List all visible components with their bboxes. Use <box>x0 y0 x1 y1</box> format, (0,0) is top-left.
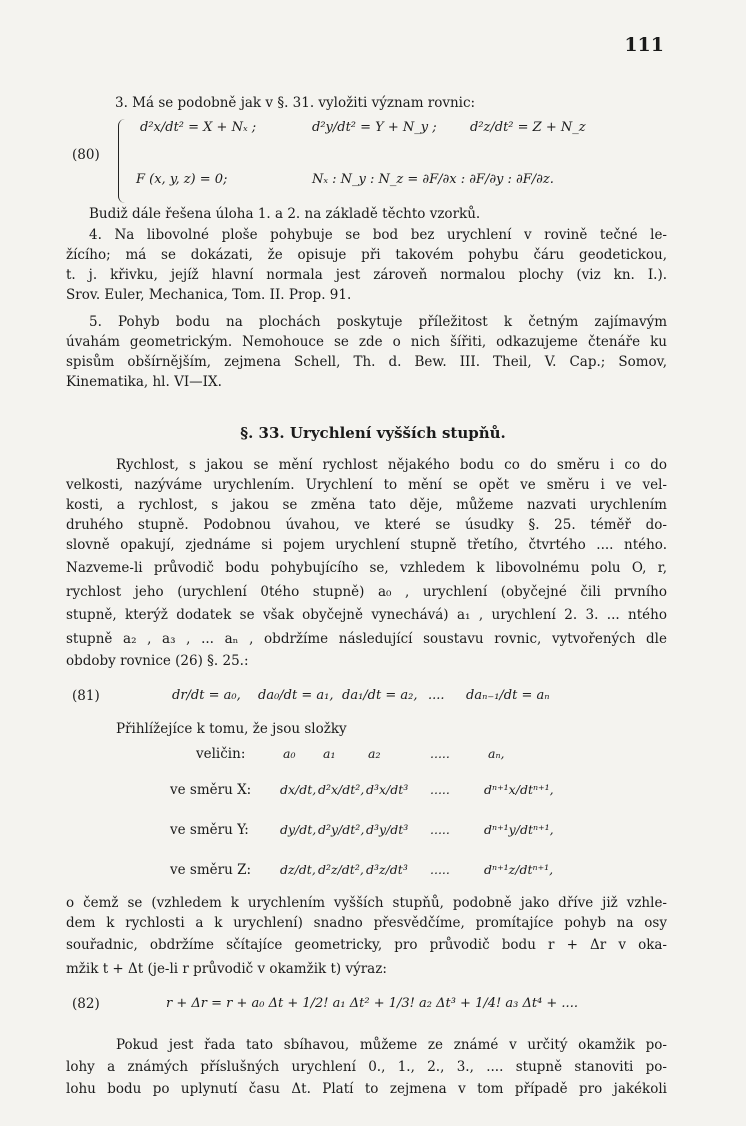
p5-line-1: Pokud jest řada tato sbíhavou, můžeme ze známé v určitý okamžik po- <box>116 1037 667 1053</box>
eq81-item-4: .... <box>428 688 445 703</box>
p2-line-9: stupně a₂ , a₃ , ... aₙ , obdržíme následující soustavu rovnic, vytvořených dle <box>66 631 667 647</box>
table-cell: a₁ <box>323 746 336 761</box>
eq82-number: (82) <box>72 996 100 1012</box>
table-cell: dx/dt, <box>280 782 317 797</box>
p2-line-4: druhého stupně. Podobnou úvahou, ve které se úsudky §. 25. téměř do- <box>66 517 667 533</box>
eq81-item-3: da₁/dt = a₂, <box>342 688 418 703</box>
eq80-row2-left: F (x, y, z) = 0; <box>136 172 228 187</box>
eq80-row1b: d²y/dt² = Y + N_y ; <box>312 120 437 135</box>
p1-line-7: úvahám geometrickým. Nemohouce se zde o nich šířiti, odkazujeme čtenáře ku <box>66 334 667 350</box>
eq80-brace <box>118 119 125 203</box>
p4-line-2: dem k rychlosti a k urychlení) snadno přesvědčíme, promítajíce pohyb na osy <box>66 915 667 931</box>
eq80-row1a: d²x/dt² = X + Nₓ ; <box>140 120 257 135</box>
p1-line-1: Budiž dále řešena úloha 1. a 2. na základě těchto vzorků. <box>89 206 481 222</box>
eq81-item-2: da₀/dt = a₁, <box>258 688 334 703</box>
p1-line-5: Srov. Euler, Mechanica, Tom. II. Prop. 91. <box>66 287 352 303</box>
p4-line-4: mžik t + Δt (je-li r průvodič v okamžik t) výraz: <box>66 961 387 977</box>
p2-line-10: obdoby rovnice (26) §. 25.: <box>66 653 249 669</box>
table-cell: d²y/dt², <box>318 822 365 837</box>
eq81-number: (81) <box>72 688 100 704</box>
table-cell: dⁿ⁺¹x/dtⁿ⁺¹, <box>484 782 554 797</box>
table-cell: d²z/dt², <box>318 862 364 877</box>
p1-line-9: Kinematika, hl. VI—IX. <box>66 374 222 390</box>
eq82-expression: r + Δr = r + a₀ Δt + 1/2! a₁ Δt² + 1/3! a₂ Δt³ + 1/4! a₃ Δt⁴ + .... <box>166 996 578 1011</box>
eq80-row1c: d²z/dt² = Z + N_z <box>470 120 586 135</box>
table-cell: dy/dt, <box>280 822 317 837</box>
p4-line-3: souřadnic, obdržíme sčítajíce geometricky, pro průvodič bodu r + Δr v oka- <box>66 937 667 953</box>
eq80-number: (80) <box>72 147 100 163</box>
table-label-z: ve směru Z: <box>170 862 251 878</box>
eq80-row2-right: Nₓ : N_y : N_z = ∂F/∂x : ∂F/∂y : ∂F/∂z. <box>312 172 554 187</box>
p2-line-3: kosti, a rychlost, s jakou se změna tato děje, můžeme nazvati urychlením <box>66 497 667 513</box>
table-cell: d³y/dt³ <box>366 822 409 837</box>
table-cell: ..... <box>430 782 450 797</box>
table-cell: d²x/dt², <box>318 782 365 797</box>
p3-line: Přihlížejíce k tomu, že jsou složky <box>116 721 347 737</box>
p2-line-5: slovně opakují, zjednáme si pojem urychlení stupně třetího, čtvrtého .... ntého. <box>66 537 667 553</box>
p1-line-6: 5. Pohyb bodu na plochách poskytuje příležitost k četným zajímavým <box>89 314 667 330</box>
p1-line-4: t. j. křivku, jejíž hlavní normala jest zároveň normalou plochy (viz kn. I.). <box>66 267 667 283</box>
table-cell: ..... <box>430 822 450 837</box>
section-title: §. 33. Urychlení vyšších stupňů. <box>240 424 506 442</box>
p2-line-6: Nazveme-li průvodič bodu pohybujícího se, vzhledem k libovolnému polu O, r, <box>66 560 667 576</box>
table-cell: dⁿ⁺¹z/dtⁿ⁺¹, <box>484 862 554 877</box>
p1-line-8: spisům obšírnějším, zejmena Schell, Th. d. Bew. III. Theil, V. Cap.; Somov, <box>66 354 667 370</box>
p4-line-1: o čemž se (vzhledem k urychlením vyšších stupňů, podobně jako dříve již vzhle- <box>66 895 667 911</box>
table-cell: a₀ <box>283 746 296 761</box>
eq81-item-1: dr/dt = a₀, <box>172 688 241 703</box>
p5-line-3: lohu bodu po uplynutí času Δt. Platí to zejmena v tom případě pro jakékoli <box>66 1081 667 1097</box>
table-cell: d³z/dt³ <box>366 862 408 877</box>
table-cell: aₙ, <box>488 746 505 761</box>
page-number: 111 <box>624 34 664 56</box>
p1-line-2: 4. Na libovolné ploše pohybuje se bod bez urychlení v rovině tečné le- <box>89 227 667 243</box>
p2-line-7: rychlost jeho (urychlení 0tého stupně) a₀ , urychlení (obyčejné čili prvního <box>66 584 667 600</box>
table-cell: a₂ <box>368 746 381 761</box>
p5-line-2: lohy a známých příslušných urychlení 0., 1., 2., 3., .... stupně stanoviti po- <box>66 1059 667 1075</box>
table-label-y: ve směru Y: <box>170 822 249 838</box>
eq81-item-5: daₙ₋₁/dt = aₙ <box>466 688 550 703</box>
table-cell: ..... <box>430 862 450 877</box>
p2-line-1: Rychlost, s jakou se mění rychlost nějakého bodu co do směru i co do <box>116 457 667 473</box>
table-cell: d³x/dt³ <box>366 782 409 797</box>
p2-line-8: stupně, kterýž dodatek se však obyčejně vynechává) a₁ , urychlení 2. 3. ... ntého <box>66 607 667 623</box>
table-cell: ..... <box>430 746 450 761</box>
table-cell: dz/dt, <box>280 862 316 877</box>
table-label-veliciny: veličin: <box>196 746 246 762</box>
table-label-x: ve směru X: <box>170 782 252 798</box>
intro-line: 3. Má se podobně jak v §. 31. vyložiti význam rovnic: <box>115 95 476 111</box>
table-cell: dⁿ⁺¹y/dtⁿ⁺¹, <box>484 822 554 837</box>
p2-line-2: velkosti, nazýváme urychlením. Urychlení to mění se opět ve směru i ve vel- <box>66 477 667 493</box>
p1-line-3: žícího; má se dokázati, že opisuje při takovém pohybu čáru geodetickou, <box>66 247 667 263</box>
